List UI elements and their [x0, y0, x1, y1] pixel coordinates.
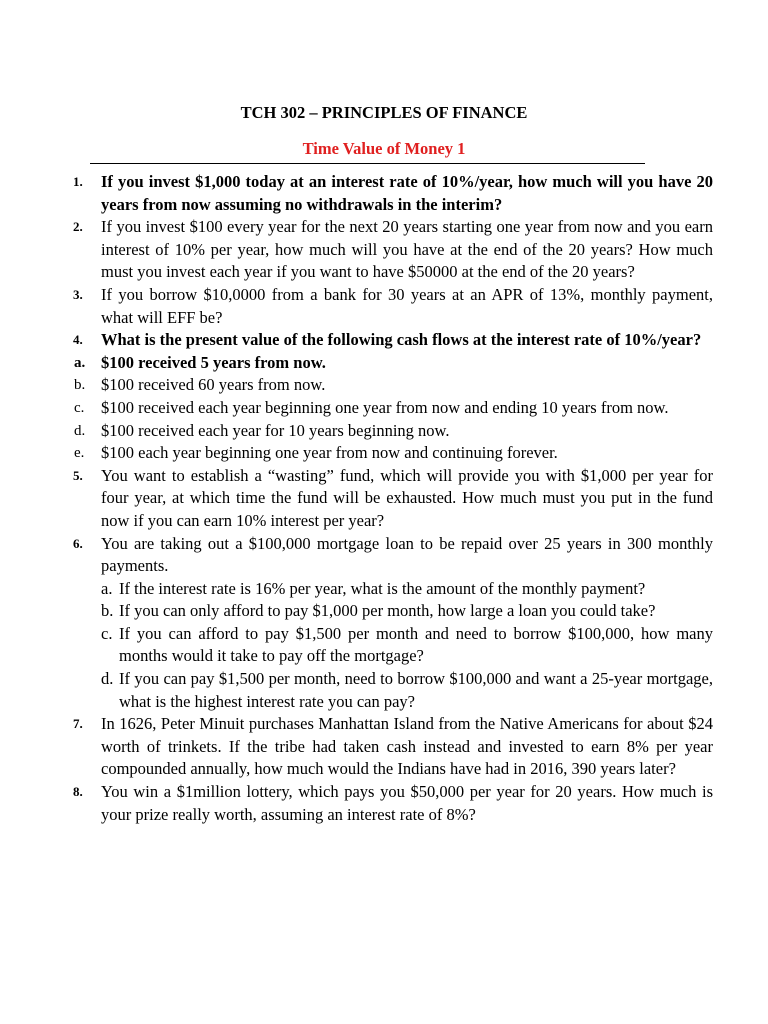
question-6 — [0, 533, 713, 578]
question-text: $100 each year beginning one year from now and continuing forever. — [101, 443, 558, 463]
question-letter: a. — [74, 354, 86, 371]
question-text: If you invest $1,000 today at an interest rate of 10%/year, how much will you have 20 years from now assuming no withdrawals in the interim? — [101, 172, 713, 214]
question-text: $100 received 5 years from now. — [101, 352, 326, 372]
question-3 — [0, 284, 713, 329]
question-letter: d. — [74, 422, 86, 439]
question-4c — [0, 397, 713, 420]
sub-question-letter: c. — [101, 623, 113, 643]
question-number: 7. — [73, 716, 83, 732]
question-text: You are taking out a $100,000 mortgage loan to be repaid over 25 years in 300 monthly payments. — [101, 533, 713, 576]
question-text: If you borrow $10,0000 from a bank for 30 years at an APR of 13%, monthly payment, what will EFF be? — [101, 284, 713, 327]
sub-question-text: If you can only afford to pay $1,000 per month, how large a loan you could take? — [119, 601, 656, 621]
question-letter: e. — [74, 445, 85, 462]
question-8 — [0, 781, 713, 826]
question-text: $100 received 60 years from now. — [101, 375, 326, 395]
question-4d — [0, 420, 713, 443]
question-number: 3. — [73, 286, 83, 302]
question-text: You win a $1million lottery, which pays you $50,000 per year for 20 years. How much is your prize really worth, assuming an interest rate of 8%? — [101, 782, 713, 824]
question-number: 5. — [73, 467, 83, 483]
sub-question-letter: d. — [101, 669, 114, 689]
question-6a — [0, 578, 713, 601]
question-letter: b. — [74, 377, 86, 394]
question-text: You want to establish a “wasting” fund, which will provide you with $1,000 per year for four year, at which time the fund will be exhausted. How much must you put in the fund now if you can earn 10% interest per year? — [101, 465, 713, 530]
page-title: TCH 302 – PRINCIPLES OF FINANCE — [240, 103, 528, 122]
question-number: 6. — [73, 535, 83, 551]
question-number: 4. — [73, 332, 83, 348]
question-text: What is the present value of the following cash flows at the interest rate of 10%/year? — [101, 330, 702, 350]
question-6d — [0, 668, 713, 713]
question-7 — [0, 713, 713, 781]
question-text: If you invest $100 every year for the next 20 years starting one year from now and you earn interest of 10% per year, how much will you have at the end of the 20 years? How much must you invest each year if you want to have $50000 at the end of the 20 years? — [101, 217, 713, 282]
question-number: 1. — [73, 174, 83, 189]
sub-question-text: If you can pay $1,500 per month, need to borrow $100,000 and want a 25-year mortgage, what is the highest interest rate you can pay? — [119, 669, 713, 711]
question-5 — [0, 465, 713, 533]
question-4 — [0, 329, 713, 352]
question-number: 2. — [73, 219, 83, 235]
page-subtitle: Time Value of Money 1 — [302, 139, 466, 158]
question-1 — [0, 171, 713, 216]
question-2 — [0, 216, 713, 284]
title-divider — [90, 163, 645, 164]
question-text: $100 received each year beginning one year from now and ending 10 years from now. — [101, 397, 669, 417]
question-text: In 1626, Peter Minuit purchases Manhattan Island from the Native Americans for about $24 worth of trinkets. If the tribe had taken cash instead and invested to earn 8% per year compounded annually, how much would the Indians have had in 2016, 390 years later? — [101, 714, 713, 779]
question-4e — [0, 442, 713, 465]
question-number: 8. — [73, 784, 83, 800]
question-letter: c. — [74, 399, 85, 416]
question-4b — [0, 374, 713, 397]
question-6c — [0, 623, 713, 668]
sub-question-text: If the interest rate is 16% per year, what is the amount of the monthly payment? — [119, 578, 646, 598]
question-6b — [0, 600, 713, 623]
sub-question-letter: b. — [101, 601, 114, 621]
question-list — [0, 171, 768, 826]
question-4a — [0, 352, 713, 375]
sub-question-text: If you can afford to pay $1,500 per month and need to borrow $100,000, how many months would it take to pay off the mortgage? — [119, 623, 713, 666]
question-text: $100 received each year for 10 years beginning now. — [101, 420, 450, 440]
sub-question-letter: a. — [101, 578, 113, 598]
